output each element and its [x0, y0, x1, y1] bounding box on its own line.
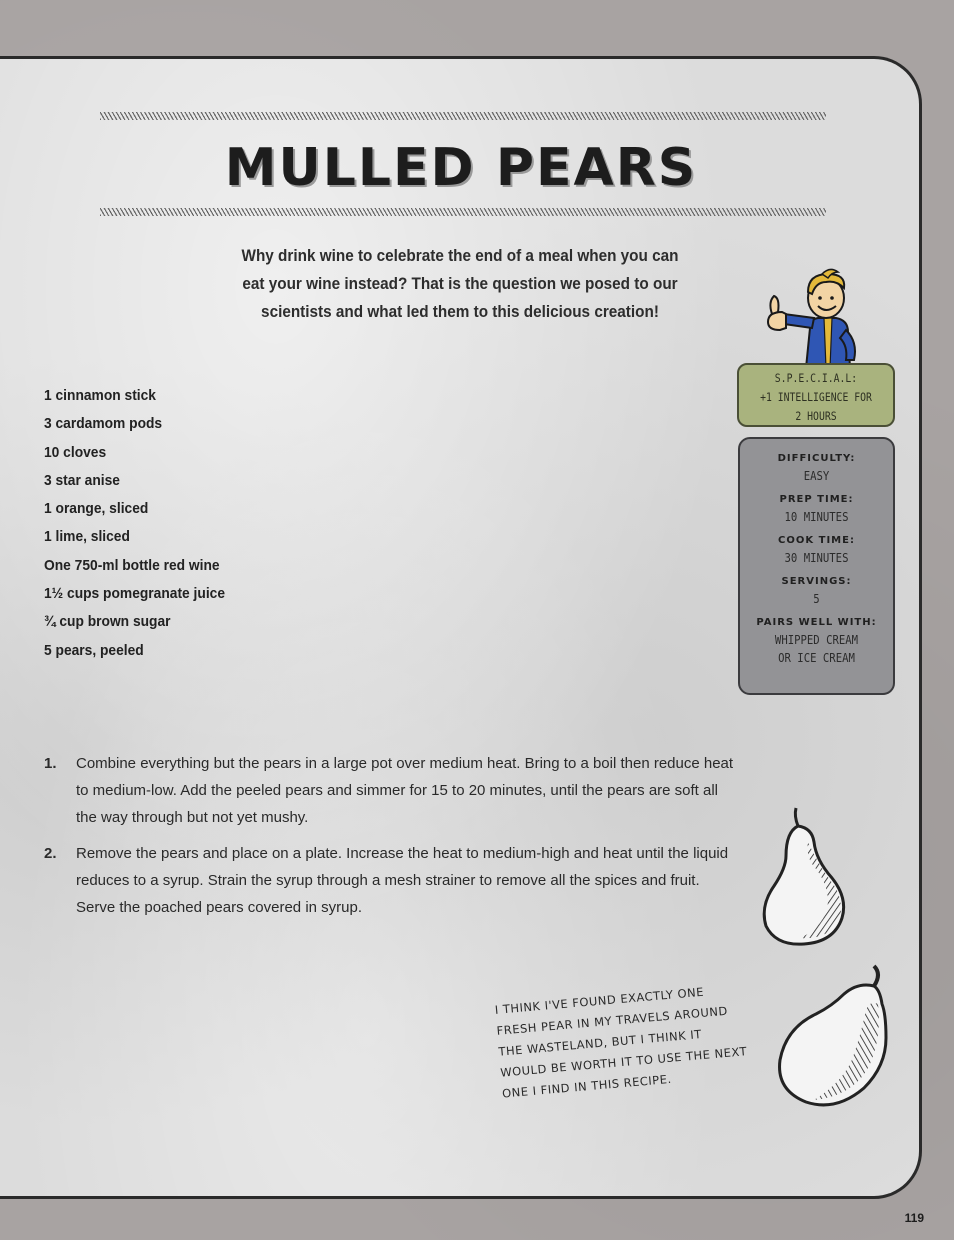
- servings-value: 5: [813, 591, 820, 606]
- pairs-label: PAIRS WELL WITH:: [756, 617, 877, 628]
- ingredient-item: ¾ cup brown sugar: [44, 613, 171, 631]
- step-number: 1.: [44, 755, 57, 772]
- step-text: Remove the pears and place on a plate. Increase the heat to medium-high and heat until the liquid reduces to a syrup. Strain the syrup through a mesh strainer to remove all the spices and fruit. Serve the poached pears covered in syrup.: [76, 845, 729, 916]
- servings-label: SERVINGS:: [781, 576, 852, 587]
- ingredient-item: 5 pears, peeled: [44, 641, 144, 659]
- instruction-list: [44, 750, 734, 930]
- ingredient-list: [44, 382, 241, 665]
- pear-illustration-icon: [770, 960, 895, 1110]
- page-number: 119: [904, 1211, 924, 1225]
- ingredient-item: One 750-ml bottle red wine: [44, 556, 220, 574]
- pear-illustration-icon: [752, 802, 852, 952]
- ingredient-item: 10 cloves: [44, 443, 107, 461]
- prep-time-value: 10 MINUTES: [784, 509, 849, 524]
- difficulty-label: DIFFICULTY:: [777, 453, 856, 464]
- difficulty-value: EASY: [803, 468, 830, 483]
- recipe-info-box: [738, 437, 895, 695]
- prep-time-label: PREP TIME:: [779, 494, 854, 505]
- cook-time-value: 30 MINUTES: [784, 550, 849, 565]
- step-text: Combine everything but the pears in a large pot over medium heat. Bring to a boil then reduce heat to medium-low. Add the peeled pears and simmer for 15 to 20 minutes, until the pears are soft all the way through but not yet mushy.: [76, 755, 734, 826]
- instruction-step: [44, 750, 734, 831]
- instruction-step: [44, 840, 734, 921]
- ingredient-item: 3 cardamom pods: [44, 415, 163, 433]
- ingredient-item: 1 cinnamon stick: [44, 387, 156, 404]
- title-divider-bottom: [100, 208, 826, 216]
- special-title: S.P.E.C.I.A.L:: [774, 371, 858, 385]
- special-effect: +1 INTELLIGENCE FOR: [760, 390, 872, 404]
- pairs-value-1: WHIPPED CREAM: [774, 632, 859, 647]
- step-number: 2.: [44, 845, 57, 862]
- intro-text: Why drink wine to celebrate the end of a meal when you can eat your wine instead? That is the question we posed to our scientists and what led them to this delicious creation!: [241, 246, 679, 321]
- title-divider-top: [100, 112, 826, 120]
- ingredient-item: 1 orange, sliced: [44, 500, 149, 518]
- cook-time-label: COOK TIME:: [778, 535, 855, 546]
- ingredient-item: 1 lime, sliced: [44, 528, 130, 546]
- special-bonus-box: [737, 363, 895, 427]
- ingredient-item: 3 star anise: [44, 471, 120, 489]
- thumbs-up-mascot-icon: [758, 268, 868, 368]
- ingredient-item: 1½ cups pomegranate juice: [44, 585, 226, 603]
- pairs-value-2: OR ICE CREAM: [778, 650, 855, 665]
- handwritten-note: I THINK I'VE FOUND EXACTLY ONE FRESH PEAR IN MY TRAVELS AROUND THE WASTELAND, BUT I THINK IT WOULD BE WORTH IT TO USE THE NEXT ONE I FIND IN THIS RECIPE.: [494, 984, 748, 1101]
- page-title: MULLED PEARS: [224, 138, 698, 198]
- special-duration: 2 HOURS: [795, 409, 837, 423]
